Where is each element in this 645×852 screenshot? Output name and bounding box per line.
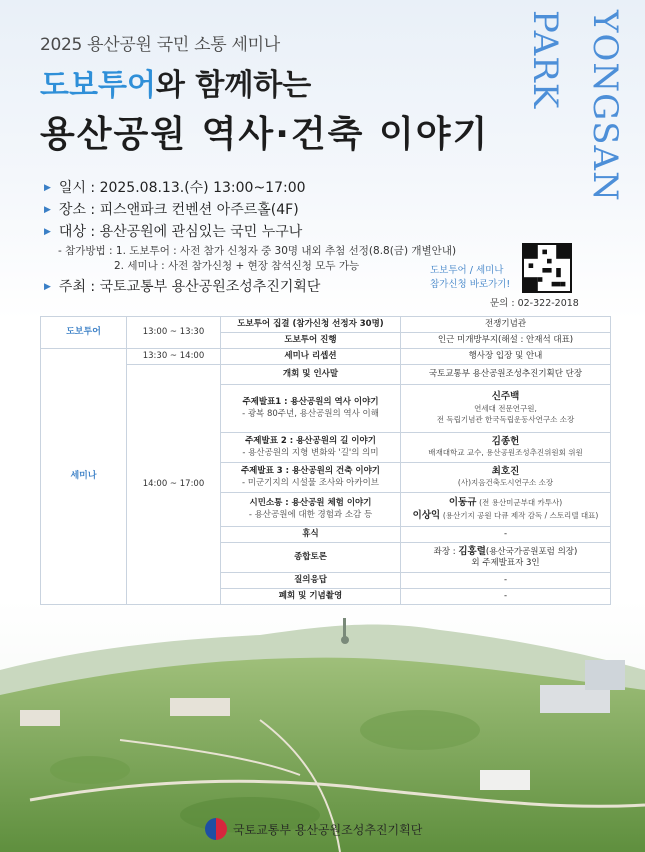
speaker-cell: - (401, 589, 611, 605)
time-slot: 13:00 ~ 13:30 (127, 317, 221, 349)
speaker-cell: 이동규 (전 용산미군부대 카투사) 이상익 (용산기지 공원 다큐 제작 감독 / 스토리텔 대표) (401, 493, 611, 527)
program-cell: 질의응답 (221, 573, 401, 589)
speaker-cell: - (401, 573, 611, 589)
table-row (41, 317, 611, 333)
program-cell: 주제발표 2 : 용산공원의 길 이야기 - 용산공원의 지형 변화와 '길'의 의미 (221, 433, 401, 463)
headline-main: 용산공원 역사·건축 이야기 (40, 114, 490, 155)
info-method-2: 2. 세미나 : 사전 참가신청 + 현장 참석신청 모두 가능 (114, 260, 360, 272)
headline-rest: 와 함께하는 (155, 68, 312, 103)
info-venue: ▶ 장소 : 피스앤파크 컨벤션 아주르홀(4F) (44, 202, 299, 218)
info-target: ▶ 대상 : 용산공원에 관심있는 국민 누구나 (44, 224, 303, 240)
speaker-cell: 인근 미개방부지(해설 : 안재석 대표) (401, 333, 611, 349)
triangle-bullet-icon: ▶ (44, 205, 51, 215)
triangle-bullet-icon: ▶ (44, 227, 51, 237)
event-subtitle: 2025 용산공원 국민 소통 세미나 (40, 35, 280, 55)
headline-accent: 도보투어 (40, 68, 156, 103)
qr-caption-1: 도보투어 / 세미나 (430, 265, 504, 276)
program-cell: 폐회 및 기념촬영 (221, 589, 401, 605)
table-row (41, 349, 611, 365)
speaker-cell: 신주백 연세대 전문연구원, 전 독립기념관 한국독립운동사연구소 소장 (401, 385, 611, 433)
park-aerial-illustration (0, 600, 645, 852)
program-cell: 도보투어 진행 (221, 333, 401, 349)
time-slot: 13:30 ~ 14:00 (127, 349, 221, 365)
table-row (41, 365, 611, 385)
government-emblem-icon (205, 818, 227, 840)
program-cell: 개회 및 인사말 (221, 365, 401, 385)
schedule-table (40, 316, 611, 605)
speaker-cell: 전쟁기념관 (401, 317, 611, 333)
info-host: ▶ 주최 : 국토교통부 용산공원조성추진기획단 (44, 279, 321, 295)
headline-line-1 (40, 60, 311, 104)
program-cell: 세미나 리셉션 (221, 349, 401, 365)
speaker-cell: 김종헌 배재대학교 교수, 용산공원조성추진위원회 위원 (401, 433, 611, 463)
speaker-cell: 국토교통부 용산공원조성추진기획단 단장 (401, 365, 611, 385)
time-slot: 14:00 ~ 17:00 (127, 365, 221, 605)
speaker-cell: 행사장 입장 및 안내 (401, 349, 611, 365)
footer-org-name: 국토교통부 용산공원조성추진기획단 (233, 822, 423, 837)
program-cell: 종합토론 (221, 543, 401, 573)
program-cell: 휴식 (221, 527, 401, 543)
category-seminar: 세미나 (41, 349, 127, 605)
contact-phone: 문의 : 02-322-2018 (490, 298, 579, 309)
program-cell: 주제발표 3 : 용산공원의 건축 이야기 - 미군기지의 시설물 조사와 아카이브 (221, 463, 401, 493)
triangle-bullet-icon: ▶ (44, 183, 51, 193)
speaker-cell: - (401, 527, 611, 543)
program-cell: 시민소통 : 용산공원 체험 이야기 - 용산공원에 대한 경험과 소감 등 (221, 493, 401, 527)
info-method-1: - 참가방법 : 1. 도보투어 : 사전 참가 신청자 중 30명 내외 추첨 선정(8.8(금) 개별안내) (58, 245, 457, 257)
category-tour: 도보투어 (41, 317, 127, 349)
speaker-cell: 최호진 (사)지음건축도시연구소 소장 (401, 463, 611, 493)
footer-organizer (205, 818, 422, 840)
info-date: ▶ 일시 : 2025.08.13.(수) 13:00~17:00 (44, 180, 306, 196)
program-cell: 주제발표1 : 용산공원의 역사 이야기 - 광복 80주년, 용산공원의 역사 이해 (221, 385, 401, 433)
speaker-cell: 좌장 : 김홍렬(용산국가공원포럼 의장) 외 주제발표자 3인 (401, 543, 611, 573)
triangle-bullet-icon: ▶ (44, 282, 51, 292)
program-cell: 도보투어 집결 (참가신청 선정자 30명) (221, 317, 401, 333)
qr-code-icon[interactable] (522, 243, 572, 293)
side-brand-text: YONGSAN PARK (525, 10, 625, 202)
qr-caption-2[interactable]: 참가신청 바로가기! (430, 279, 511, 290)
